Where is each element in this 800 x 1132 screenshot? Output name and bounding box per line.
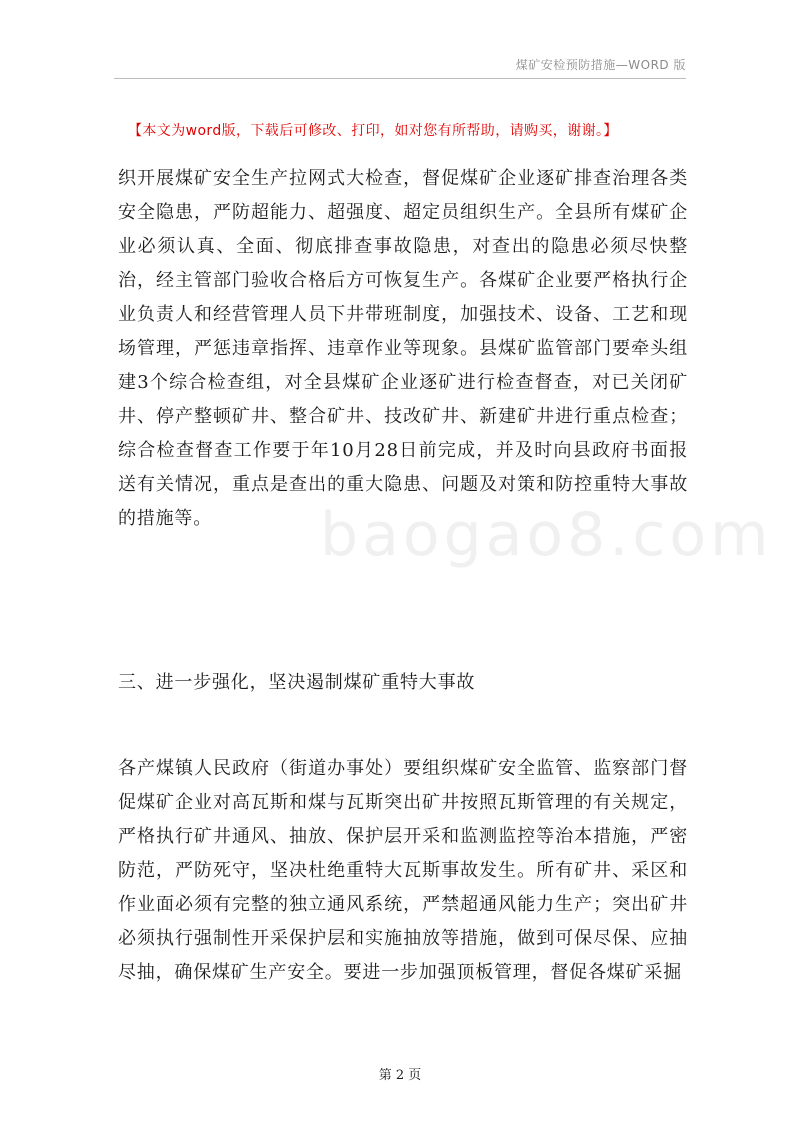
paragraph: 织开展煤矿安全生产拉网式大检查，督促煤矿企业逐矿排查治理各类安全隐患，严防超能力、超强度、超定员组织生产。全县所有煤矿企业必须认真、全面、彻底排查事故隐患，对查出的隐患必须尽快整治，经主管部门验收合格后方可恢复生产。各煤矿企业要严格执行企业负责人和经营管理人员下井带班制度，加强技术、设备、工艺和现场管理，严惩违章指挥、违章作业等现象。县煤矿监管部门要牵头组建3个综合检查组，对全县煤矿企业逐矿进行检查督查，对已关闭矿井、停产整顿矿井、整合矿井、技改矿井、新建矿井进行重点检查；综合检查督查工作要于年10月28日前完成，并及时向县政府书面报送有关情况，重点是查出的重大隐患、问题及对策和防控重特大事故的措施等。 <box>118 168 688 529</box>
page-number: 第 2 页 <box>378 1068 422 1083</box>
section-heading <box>118 666 688 700</box>
running-header: 煤矿安检预防措施—WORD 版 <box>515 58 686 72</box>
body-section-2 <box>118 752 688 990</box>
download-notice: 【本文为word版，下载后可修改、打印，如对您有所帮助，请购买，谢谢。】 <box>128 123 618 139</box>
section-heading-text: 三、进一步强化，坚决遏制煤矿重特大事故 <box>118 672 476 693</box>
body-section-1 <box>118 162 688 536</box>
watermark: baogao8.com <box>320 500 773 570</box>
paragraph: 各产煤镇人民政府（街道办事处）要组织煤矿安全监管、监察部门督促煤矿企业对高瓦斯和煤与瓦斯突出矿井按照瓦斯管理的有关规定，严格执行矿井通风、抽放、保护层开采和监测监控等治本措施，严密防范，严防死守，坚决杜绝重特大瓦斯事故发生。所有矿井、采区和作业面必须有完整的独立通风系统，严禁超通风能力生产；突出矿井必须执行强制性开采保护层和实施抽放等措施，做到可保尽保、应抽尽抽，确保煤矿生产安全。要进一步加强顶板管理，督促各煤矿采掘 <box>118 758 688 983</box>
header-divider <box>114 78 686 79</box>
